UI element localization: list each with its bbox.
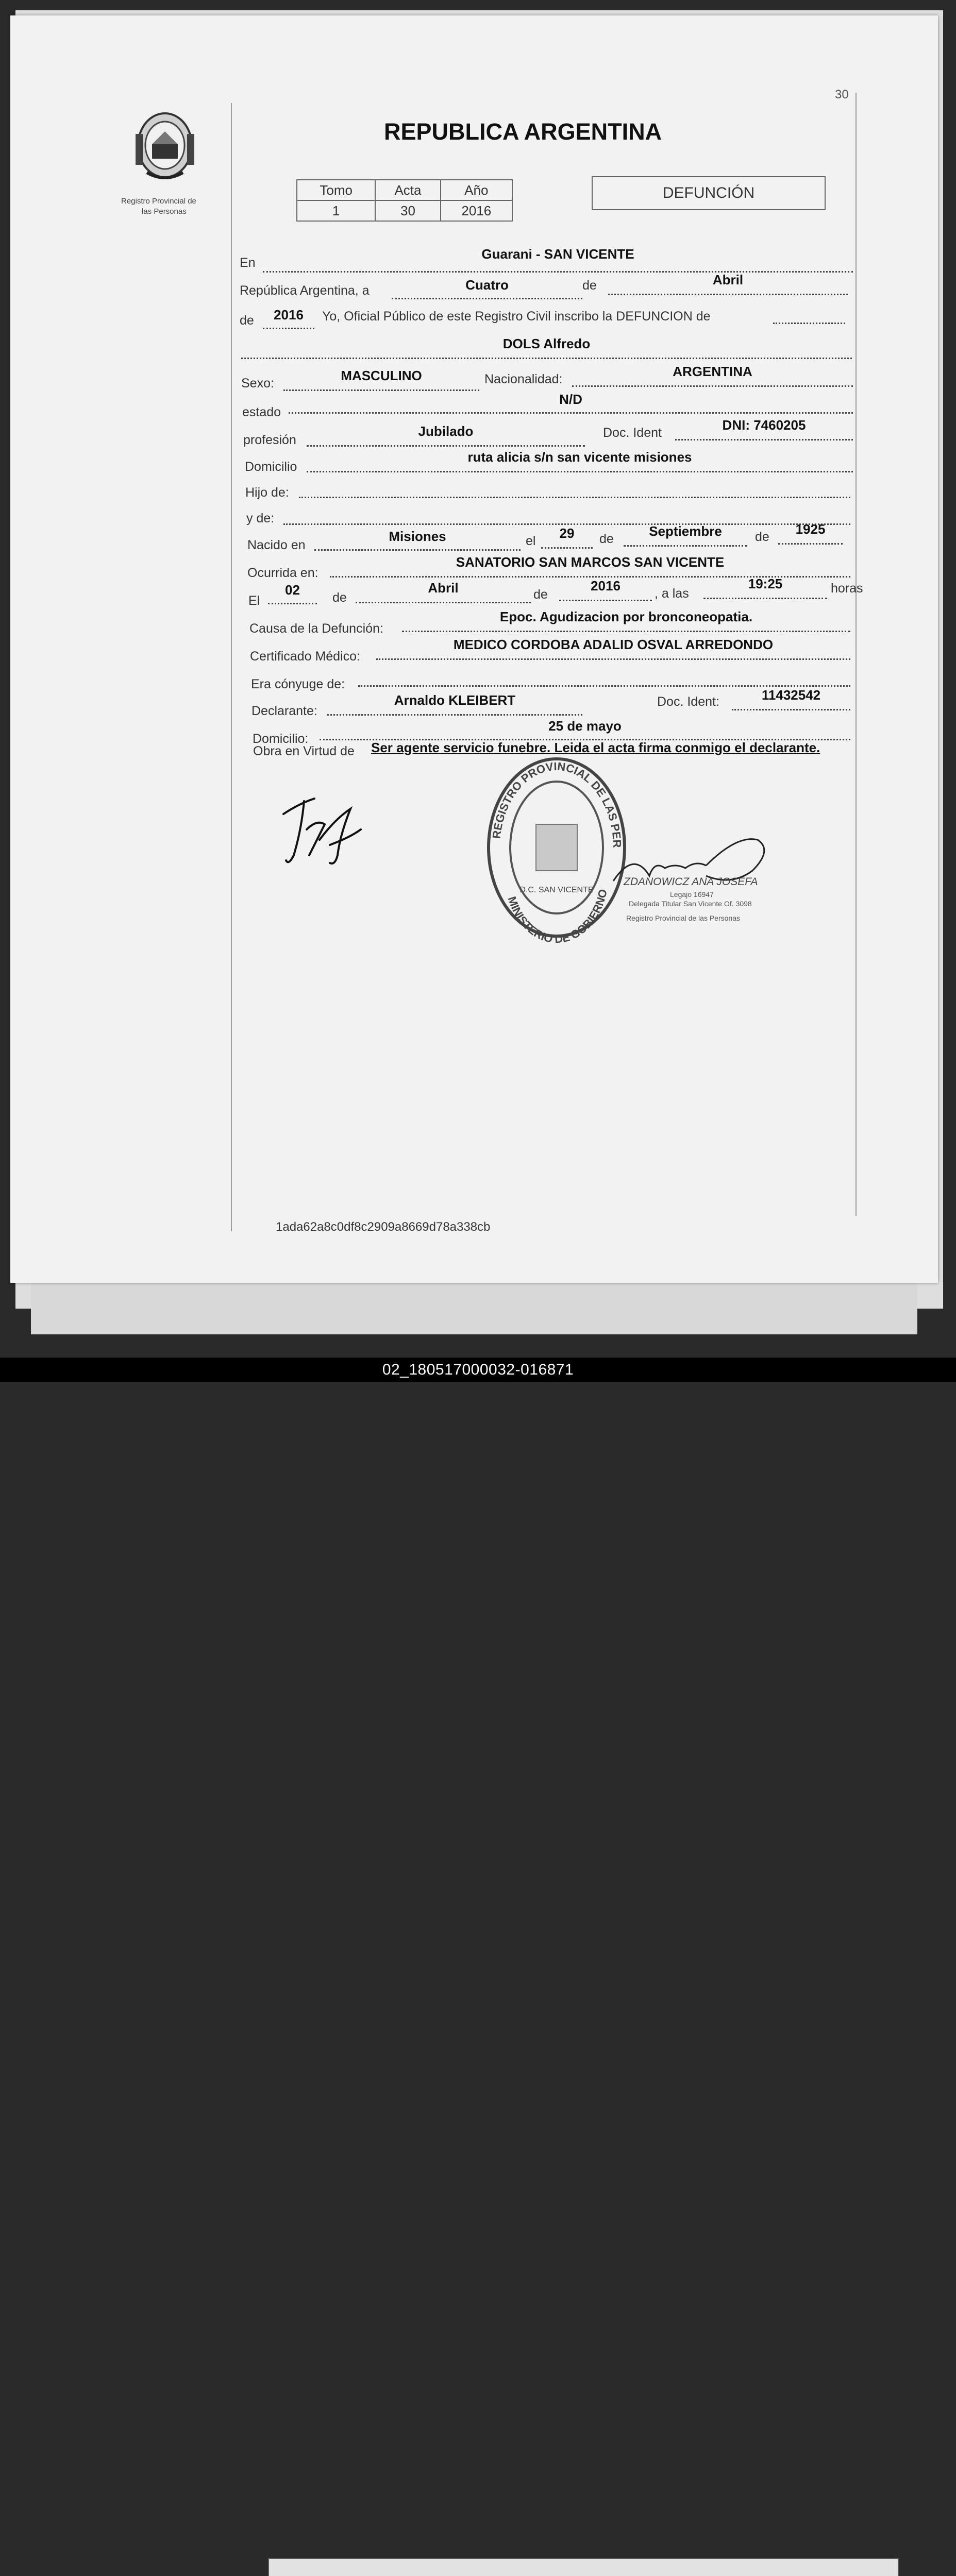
value-nac-dia: 29 [559,526,575,541]
label-de-4: de [755,530,769,544]
stamp-outer-text: REGISTRO PROVINCIAL DE LAS PER [490,759,624,848]
value-def-hora: 19:25 [748,576,783,591]
label-de-5: de [332,590,347,605]
label-hijo-de: Hijo de: [245,485,289,500]
line-nacido-en [314,549,521,551]
value-declarante: Arnaldo KLEIBERT [394,692,516,708]
value-mes: Abril [712,272,744,287]
line-yo-end [773,323,845,324]
label-de-2: de [240,313,254,328]
death-certificate-page [10,15,938,1283]
value-causa: Epoc. Agudizacion por bronconeopatia. [499,609,753,624]
underlying-sheet-frame [268,2558,899,2576]
label-de-3: de [599,532,614,546]
line-hijo-de [299,497,850,498]
value-obra: Ser agente servicio funebre. Leida el acta firma conmigo el declarante. [371,740,820,755]
label-nacido-en: Nacido en [247,538,306,552]
line-declarante [327,714,582,716]
value-nacido-en: Misiones [389,529,446,544]
value-anio: 2016 [441,200,512,221]
value-anio: 2016 [274,307,304,323]
line-nac-mes [624,545,747,547]
document-hash: 1ada62a8c0df8c2909a8669d78a338cb [276,1220,491,1234]
province-seal-logo [131,108,198,185]
line-sexo [283,389,479,391]
stamp-inner-text: D.C. SAN VICENTE [519,886,594,894]
value-nac-anio: 1925 [795,521,826,537]
label-estado: estado [242,405,281,419]
line-def-dia [268,603,317,604]
value-estado: N/D [559,392,582,407]
label-de-6: de [533,587,548,602]
value-def-anio: 2016 [591,578,620,594]
line-certificado [376,658,850,660]
line-def-anio [559,600,652,601]
record-table [296,179,513,222]
label-yo: Yo, Oficial Público de este Registro Civil inscribo la DEFUNCION de [322,309,711,324]
label-domicilio-2: Domicilio: [253,732,309,746]
line-def-mes [356,602,531,603]
registry-line-1: Registro Provincial de [121,197,196,206]
official-legajo: Legajo 16947 [670,890,714,899]
value-ocurrida-en: SANATORIO SAN MARCOS SAN VICENTE [456,554,725,570]
label-en: En [240,256,256,270]
line-def-hora [703,598,827,599]
line-anio [263,328,314,329]
label-el-cap: El [248,594,260,608]
stamp-bottom-text: MINISTERIO DE GOBIERNO [505,888,610,946]
line-domicilio [307,471,853,472]
value-nac-mes: Septiembre [649,523,722,539]
line-conyuge [358,685,850,687]
value-domicilio: ruta alicia s/n san vicente misiones [467,449,692,465]
label-horas: horas [831,581,863,596]
value-sexo: MASCULINO [341,368,422,383]
label-doc-ident-2: Doc. Ident: [657,694,719,709]
line-nacionalidad [572,385,853,387]
label-nacionalidad: Nacionalidad: [484,372,563,386]
label-republica: República Argentina, a [240,283,370,298]
line-estado [289,412,853,414]
label-profesion: profesión [243,433,296,447]
official-name: ZDANOWICZ ANA JOSEFA [624,876,758,888]
value-def-dia: 02 [285,582,300,598]
official-cargo: Delegada Titular San Vicente Of. 3098 [629,900,752,908]
line-profesion [307,445,585,447]
label-a-las: , a las [655,586,689,601]
value-doc-ident: DNI: 7460205 [722,417,806,433]
label-declarante: Declarante: [251,704,317,718]
header-tomo: Tomo [297,180,375,200]
country-title: REPUBLICA ARGENTINA [384,118,662,145]
value-acta: 30 [375,200,440,221]
right-margin-line [856,93,857,1216]
page-number: 30 [835,88,849,101]
line-dia-texto [392,298,582,299]
label-ocurrida-en: Ocurrida en: [247,566,318,580]
line-y-de [283,523,850,525]
line-mes [608,294,848,295]
label-y-de: y de: [246,511,275,526]
value-def-mes: Abril [428,580,459,596]
registry-line-2: las Personas [142,207,187,216]
file-caption: 02_180517000032-016871 [382,1361,574,1378]
value-certificado: MEDICO CORDOBA ADALID OSVAL ARREDONDO [453,637,774,652]
line-causa [402,631,850,632]
line-nombre [241,358,852,359]
label-conyuge: Era cónyuge de: [251,677,345,691]
label-de-1: de [582,278,597,293]
value-nombre: DOLS Alfredo [502,336,591,351]
declarant-signature [278,778,381,876]
header-anio: Año [441,180,512,200]
value-declarante-domicilio: 25 de mayo [548,718,622,734]
line-declarante-doc [732,709,850,710]
label-el: el [526,534,536,548]
label-obra: Obra en Virtud de [253,744,355,758]
label-domicilio-1: Domicilio [245,460,297,474]
label-doc-ident-1: Doc. Ident [603,426,662,440]
line-nac-dia [541,547,593,549]
value-lugar: Guarani - SAN VICENTE [481,246,634,262]
label-certificado: Certificado Médico: [250,649,360,664]
value-profesion: Jubilado [418,423,474,439]
svg-text:MINISTERIO DE GOBIERNO [506,888,610,945]
doc-type-box: DEFUNCIÓN [592,176,826,210]
value-declarante-doc: 11432542 [761,687,821,703]
line-doc-ident [675,439,853,440]
label-sexo: Sexo: [241,376,274,391]
official-registry: Registro Provincial de las Personas [626,914,740,922]
label-causa: Causa de la Defunción: [249,621,383,636]
header-acta: Acta [375,180,440,200]
file-caption-bar [0,1358,956,1382]
line-nac-anio [778,543,843,545]
value-nacionalidad: ARGENTINA [673,364,752,379]
value-tomo: 1 [297,200,375,221]
left-margin-line [231,103,232,1231]
value-dia-texto: Cuatro [465,277,509,293]
